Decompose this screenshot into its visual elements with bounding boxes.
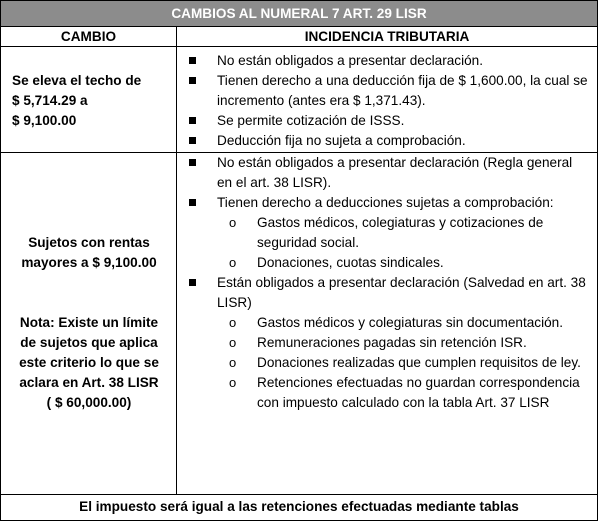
sub-list-item: o Retenciones efectuadas no guardan correspondencia con impuesto calculado con la tabla Art. 37 LISR	[177, 373, 589, 413]
table-title: CAMBIOS AL NUMERAL 7 ART. 29 LISR	[1, 1, 597, 27]
nota-line: aclara en Art. 38 LISR	[19, 375, 159, 390]
bullet-list	[177, 51, 597, 151]
nota-line: ( $ 60,000.00)	[46, 395, 132, 410]
header-row	[1, 27, 597, 47]
list-item: Deducción fija no sujeta a comprobación.	[177, 131, 597, 151]
sub-list	[217, 213, 589, 273]
incidencia-cell	[177, 47, 597, 152]
table-footer: El impuesto será igual a las retenciones efectuadas mediante tablas	[79, 499, 519, 514]
cambio-text	[12, 71, 172, 131]
sub-list-item: o Gastos médicos y colegiaturas sin documentación.	[177, 313, 589, 333]
cambio-line: $ 9,100.00	[12, 113, 77, 128]
incidencia-cell	[177, 153, 597, 494]
list-item-text: Tienen derecho a deducciones sujetas a comprobación:	[217, 195, 554, 210]
nota-text	[1, 313, 177, 413]
sub-list-item: o Donaciones, cuotas sindicales.	[177, 253, 589, 273]
nota-line: de sujetos que aplica	[20, 335, 158, 350]
list-item	[177, 273, 597, 413]
nota-line: Nota: Existe un límite	[19, 315, 159, 330]
sub-list-item: o Donaciones realizadas que cumplen requisitos de ley.	[177, 353, 589, 373]
cambio-line: Sujetos con rentas	[28, 235, 150, 250]
bullet-list	[177, 153, 597, 413]
sub-list	[217, 313, 589, 413]
header-incidencia: INCIDENCIA TRIBUTARIA	[304, 29, 470, 44]
cambio-cell	[1, 47, 177, 152]
nota-line: este criterio lo que se	[19, 355, 159, 370]
list-item-text: No están obligados a presentar declaración (Regla general en el art. 38 LISR).	[217, 155, 573, 190]
sub-list-item: o Gastos médicos, colegiaturas y cotizaciones de seguridad social.	[177, 213, 589, 253]
list-item: Tienen derecho a una deducción fija de $ 1,600.00, la cual se incremento (antes era $ 1,371.43).	[177, 71, 597, 111]
cambio-line: $ 5,714.29 a	[12, 93, 88, 108]
list-item: No están obligados a presentar declaración.	[177, 51, 597, 71]
sub-list-item: o Remuneraciones pagadas sin retención ISR.	[177, 333, 589, 353]
table-row	[1, 153, 597, 495]
list-item-text: Están obligados a presentar declaración (Salvedad en art. 38 LISR)	[217, 275, 586, 310]
list-item	[177, 193, 597, 273]
header-cambio: CAMBIO	[1, 27, 177, 46]
cambio-cell	[1, 153, 177, 494]
cambio-line: mayores a $ 9,100.00	[21, 255, 157, 270]
list-item	[177, 153, 597, 193]
cambio-line: Se eleva el techo de	[12, 73, 142, 88]
list-item: Se permite cotización de ISSS.	[177, 111, 597, 131]
table-row	[1, 47, 597, 153]
cambio-text	[1, 233, 177, 273]
